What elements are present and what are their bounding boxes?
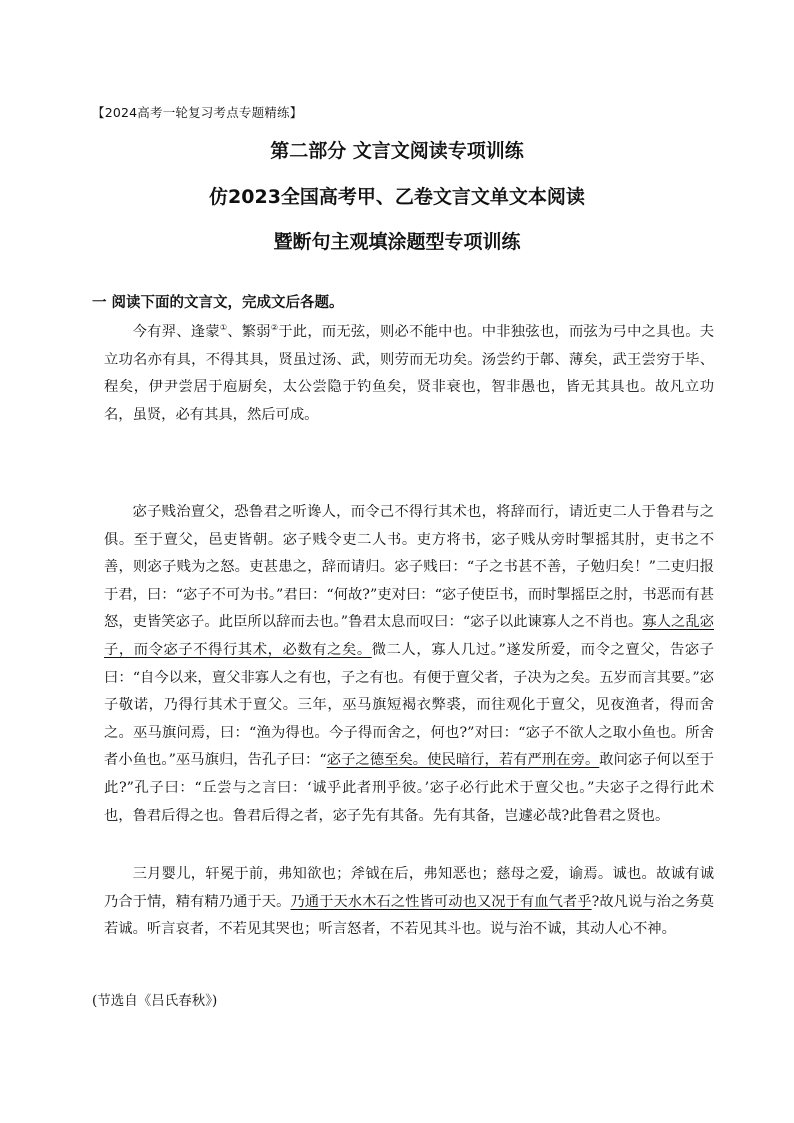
text-span: 三月婴儿，轩冕于前，弗知欲也；斧钺在后，弗知恶也；慈母之爱，谕焉。诚也。故诚有诚乃合于情，精有精乃通于天。 (104, 866, 714, 910)
text-span: 今有羿、逢蒙 (132, 324, 220, 340)
text-span: 、繁弱 (227, 324, 271, 340)
passage-paragraph-2 (104, 499, 714, 830)
question-heading: 一 阅读下面的文言文，完成文后各题。 (92, 295, 344, 311)
underlined-sentence-2: 宓子之德至矣。使民暗行，若有严刑在旁。 (326, 752, 600, 769)
text-span: 宓子贱治亶父，恐鲁君之听谗人，而令己不得行其术也，将辞而行，请近吏二人于鲁君与之俱。至于亶父，邑吏皆朝。宓子贱令吏二人书。吏方将书，宓子贱从旁时掣摇其肘，吏书之不善，则宓子贱为之怒。吏甚患之，辞而请归。宓子贱曰：“子之书甚不善，子勉归矣！”二吏归报于君，曰：“宓子不可为书。”君曰：“何故?”吏对曰：“宓子使臣书，而时掣摇臣之肘，书恶而有甚怒，吏皆笑宓子。此臣所以辞而去也。”鲁君太息而叹曰：“宓子以此谏寡人之不肖也。 (104, 504, 714, 631)
subtitle-line-2: 暨断句主观填涂题型专项训练 (273, 231, 521, 253)
text-span: 敢问宓子何以至于此?”孔子曰：“丘尝与之言曰：‘诚乎此者刑乎彼。’宓子必行此术于亶父也。”夫宓子之得行此术也，鲁君后得之也。鲁君后得之者，宓子先有其备。先有其备，岂遽必哉?此鲁君之贤也。 (104, 752, 715, 824)
passage-paragraph-1 (104, 319, 714, 429)
subtitle-line-1: 仿2023全国高考甲、乙卷文言文单文本阅读 (209, 186, 585, 208)
underlined-sentence-3: 乃通于天水木石之性皆可动也又况于有血气者乎 (290, 893, 592, 910)
underlined-sentence-1: 寡人之乱宓子，而令宓子不得行其术，必数有之矣。 (104, 614, 715, 658)
footnote-marker-2: ② (270, 323, 279, 333)
passage-paragraph-3 (104, 861, 714, 944)
text-span: 微二人，寡人几过。”遂发所爱，而令之亶父，告宓子曰：“自今以来，亶父非寡人之有也，子之有也。有便于亶父者，子决为之矣。五岁而言其要。”宓子敬诺，乃得行其术于亶父。三年，巫马旗短褐衣弊裘，而往观化于亶父，见夜渔者，得而舍之。巫马旗问焉，曰：“渔为得也。今子得而舍之，何也?”对曰：“宓子不欲人之取小鱼也。所舍者小鱼也。”巫马旗归，告孔子曰：“ (104, 641, 714, 769)
footnote-marker-1: ① (219, 323, 228, 333)
passage-source: (节选自《吕氏春秋》) (92, 993, 218, 1009)
series-tag: 【2024高考一轮复习考点专题精练】 (92, 105, 303, 120)
main-title: 第二部分 文言文阅读专项训练 (270, 140, 524, 162)
text-span: ?故凡说与治之务莫若诚。听言哀者，不若见其哭也；听言怒者，不若见其斗也。说与治不诚，其动人心不神。 (104, 893, 715, 938)
text-span: 于此，而无弦，则必不能中也。中非独弦也，而弦为弓中之具也。夫立功名亦有具，不得其具，贤虽过汤、武，则劳而无功矣。汤尝约于郼、薄矣，武王尝穷于毕、程矣，伊尹尝居于庖厨矣，太公尝隐于钓鱼矣，贤非衰也，智非愚也，皆无其具也。故凡立功名，虽贤，必有其具，然后可成。 (104, 324, 715, 423)
